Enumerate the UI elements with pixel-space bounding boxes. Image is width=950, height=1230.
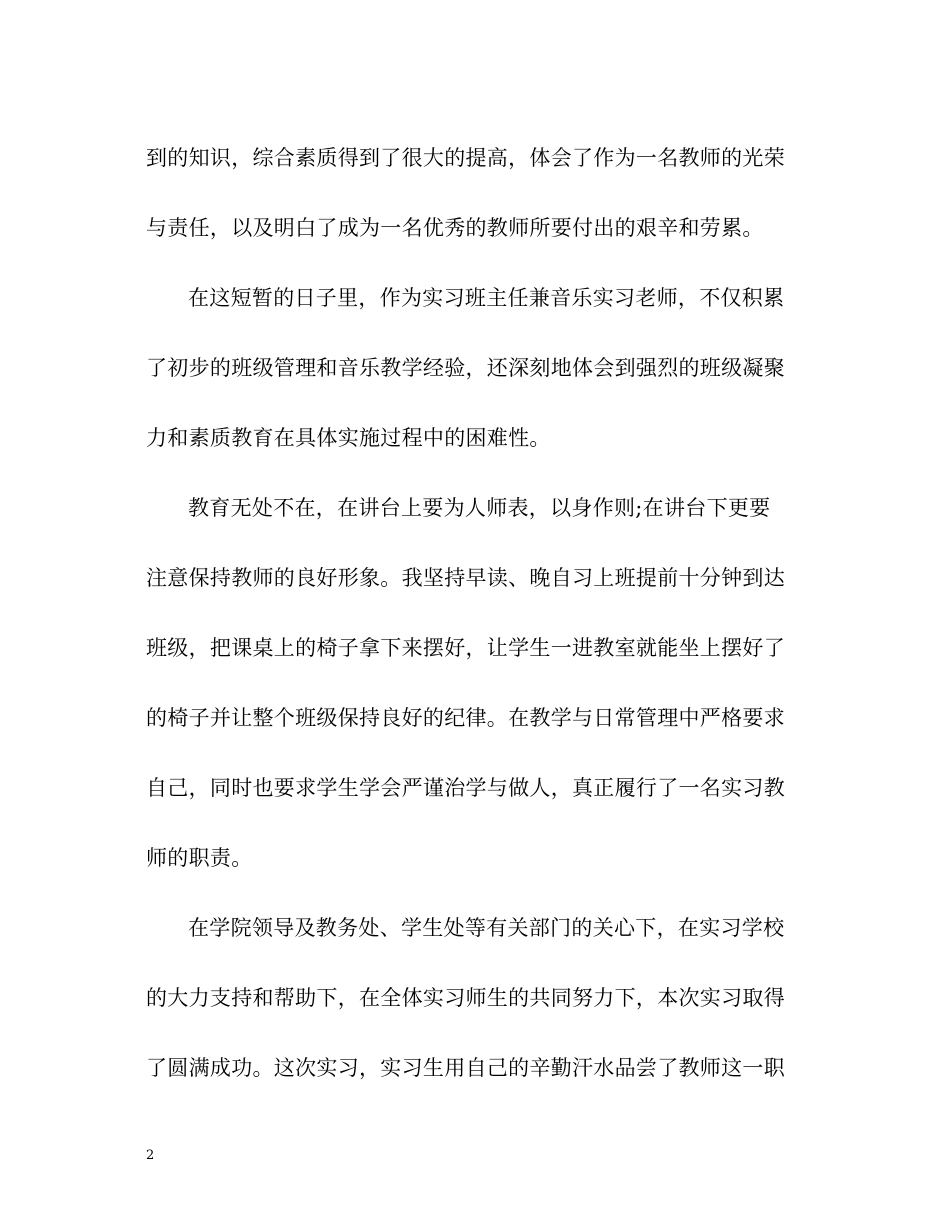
text-line: 与责任，以及明白了成为一名优秀的教师所要付出的艰辛和劳累。: [146, 216, 764, 240]
text-line: 的椅子并让整个班级保持良好的纪律。在教学与日常管理中严格要求: [146, 706, 785, 730]
paragraph-first-line: 在这短暂的日子里，作为实习班主任兼音乐实习老师，不仅积累: [188, 286, 785, 310]
page-number: 2: [146, 1148, 155, 1163]
body-text: [146, 138, 806, 1118]
text-line: 的大力支持和帮助下，在全体实习师生的共同努力下，本次实习取得: [146, 986, 785, 1010]
paragraph-first-line: 在学院领导及教务处、学生处等有关部门的关心下，在实习学校: [188, 916, 785, 940]
text-line: 师的职责。: [146, 846, 253, 870]
paragraph-first-line: 教育无处不在，在讲台上要为人师表，以身作则;在讲台下更要: [188, 496, 771, 520]
text-line: 到的知识，综合素质得到了很大的提高，体会了作为一名教师的光荣: [146, 146, 785, 170]
text-line: 自己，同时也要求学生学会严谨治学与做人，真正履行了一名实习教: [146, 776, 785, 800]
text-line: 班级，把课桌上的椅子拿下来摆好，让学生一进教室就能坐上摆好了: [146, 636, 785, 660]
text-line: 注意保持教师的良好形象。我坚持早读、晚自习上班提前十分钟到达: [146, 566, 785, 590]
text-line: 了圆满成功。这次实习，实习生用自己的辛勤汗水品尝了教师这一职: [146, 1056, 785, 1080]
text-line: 力和素质教育在具体实施过程中的困难性。: [146, 426, 551, 450]
text-line: 了初步的班级管理和音乐教学经验，还深刻地体会到强烈的班级凝聚: [146, 356, 785, 380]
